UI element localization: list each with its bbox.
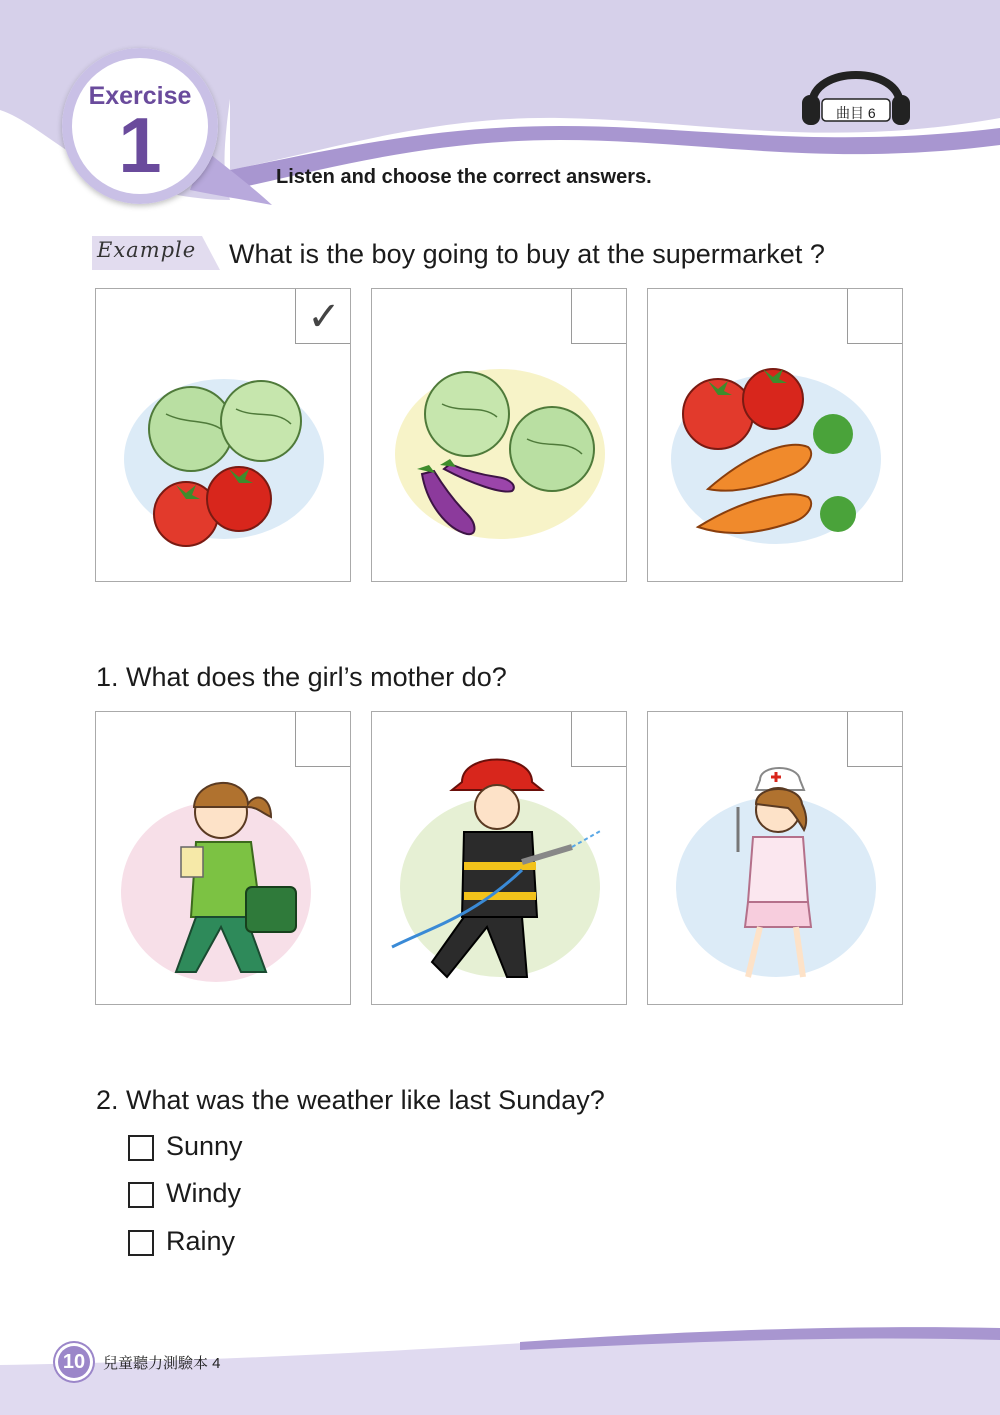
page-number: 10 [58,1346,90,1378]
option-checkbox[interactable] [128,1135,154,1161]
question-1-checkbox-3[interactable] [847,711,903,767]
question-1-option-card-2[interactable] [371,711,627,1005]
instruction-text: Listen and choose the correct answers. [276,166,652,188]
check-mark-icon [572,289,627,345]
check-mark-icon [848,289,903,345]
example-question: What is the boy going to buy at the supermarket ? [229,239,825,269]
example-tag: Example [97,238,197,262]
example-checkbox-2[interactable] [571,288,627,344]
track-label: 曲目 6 [836,105,876,121]
question-1-option-card-3[interactable] [647,711,903,1005]
question-1-checkbox-1[interactable] [295,711,351,767]
question-2-text: 2. What was the weather like last Sunday? [96,1085,605,1115]
option-checkbox[interactable] [128,1230,154,1256]
example-option-card-2[interactable] [371,288,627,582]
question-1-text: 1. What does the girl’s mother do? [96,662,507,692]
option-label: Sunny [166,1131,243,1161]
exercise-number: 1 [118,101,162,189]
example-option-card-3[interactable] [647,288,903,582]
option-label: Rainy [166,1226,236,1256]
question-1-checkbox-2[interactable] [571,711,627,767]
option-label: Windy [166,1178,242,1208]
question-1-option-card-1[interactable] [95,711,351,1005]
example-checkbox-1[interactable] [295,288,351,344]
book-title: 兒童聽力測驗本 4 [103,1355,221,1372]
check-mark-icon: ✓ [307,294,341,340]
exercise-label: Exercise [88,82,192,110]
example-option-card-1[interactable] [95,288,351,582]
option-checkbox[interactable] [128,1182,154,1208]
example-checkbox-3[interactable] [847,288,903,344]
